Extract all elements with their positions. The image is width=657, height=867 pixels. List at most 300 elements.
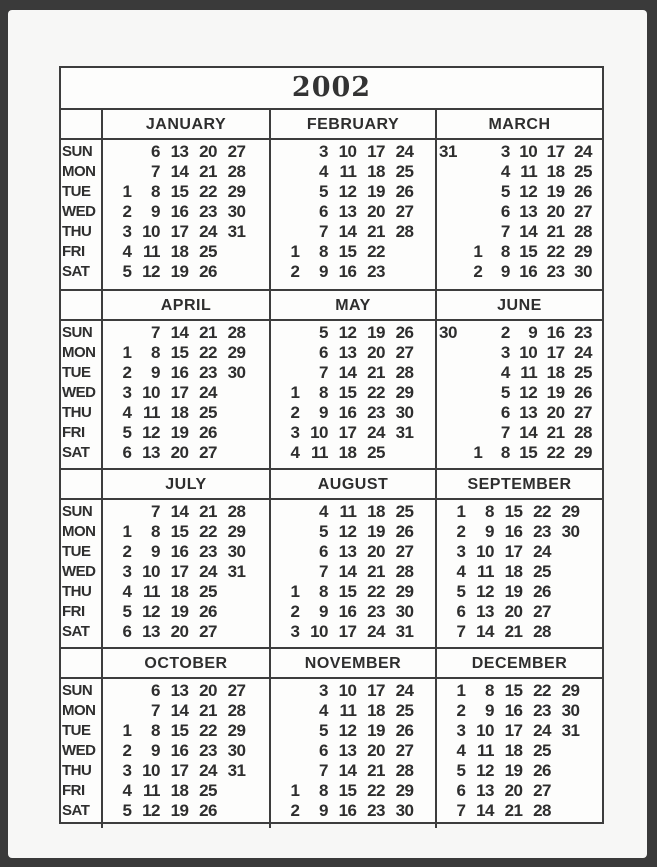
day-number: 21 [367,761,385,780]
day-number: 21 [199,323,217,342]
day-number: 9 [485,701,494,720]
day-number: 9 [151,542,160,561]
day-number: 25 [199,242,217,261]
day-number: 8 [319,781,328,800]
day-name: SUN [62,324,93,341]
day-number: 27 [574,202,592,221]
day-number: 19 [504,761,523,780]
day-number: 25 [199,781,217,800]
day-number: 8 [319,383,328,402]
day-number: 30 [561,522,580,541]
day-number: 28 [395,562,414,581]
day-number: 21 [504,801,523,820]
day-number: 6 [319,741,328,760]
day-number: 10 [142,562,160,581]
day-number: 1 [122,343,132,362]
day-number: 8 [500,443,510,462]
day-number: 28 [574,222,592,241]
day-name: SAT [62,263,90,280]
day-number: 26 [395,182,414,201]
month-days [103,679,269,821]
day-number: 7 [319,363,328,382]
day-number: 12 [142,801,160,820]
month-days [103,321,269,463]
day-number: 24 [199,222,217,241]
day-number: 28 [395,363,414,382]
day-number: 14 [170,502,189,521]
day-name-column [61,649,103,828]
day-number: 4 [290,443,300,462]
day-number: 13 [338,741,357,760]
day-number: 20 [170,443,189,462]
day-name: THU [62,583,92,600]
day-number: 4 [122,242,132,261]
day-number: 6 [456,781,466,800]
day-number: 20 [170,622,189,641]
overflow-day: 31 [439,142,457,161]
day-number: 15 [170,182,189,201]
month-days [437,679,602,821]
day-number: 5 [122,423,132,442]
day-number: 6 [122,622,132,641]
day-number: 19 [170,423,189,442]
day-number: 27 [227,142,246,161]
day-number: 27 [227,681,246,700]
day-number: 4 [319,502,328,521]
day-number: 29 [395,781,414,800]
day-name-column [61,470,103,649]
day-number: 16 [338,262,357,281]
day-number: 12 [142,423,160,442]
day-number: 20 [199,681,217,700]
day-name: WED [62,203,96,220]
day-number: 20 [199,142,217,161]
day-number: 4 [122,403,132,422]
day-number: 27 [395,741,414,760]
day-number: 10 [142,761,160,780]
month-may [271,291,437,470]
day-number: 19 [367,323,385,342]
day-number: 9 [319,602,328,621]
day-number: 11 [339,502,357,521]
day-number: 16 [519,262,538,281]
day-number: 11 [520,162,538,181]
day-number: 2 [456,701,466,720]
day-number: 11 [477,741,494,760]
day-number: 13 [476,602,494,621]
day-number: 11 [339,701,357,720]
day-number: 2 [473,262,483,281]
day-number: 25 [367,443,385,462]
day-number: 30 [574,262,592,281]
day-number: 20 [504,781,523,800]
day-number: 22 [533,681,551,700]
day-name: THU [62,223,92,240]
day-name: TUE [62,722,91,739]
month-days [271,679,435,821]
day-number: 16 [504,701,523,720]
day-number: 30 [227,741,246,760]
day-number: 9 [528,323,538,342]
day-number: 28 [533,622,551,641]
day-number: 12 [519,182,538,201]
day-number: 14 [519,222,538,241]
day-number: 2 [122,542,132,561]
day-number: 22 [533,502,551,521]
day-column-header [61,649,101,679]
day-number: 7 [319,761,328,780]
month-december [437,649,602,828]
day-number: 9 [151,202,160,221]
day-number: 17 [546,142,565,161]
month-april [103,291,271,470]
day-number: 18 [367,701,385,720]
day-number: 3 [319,681,328,700]
day-number: 10 [519,343,538,362]
day-number: 15 [519,242,538,261]
day-number: 16 [170,741,189,760]
day-number: 25 [395,701,414,720]
quarter-row [61,468,602,649]
day-number: 4 [456,562,466,581]
day-number: 28 [227,323,246,342]
day-number: 26 [199,801,217,820]
day-number: 31 [227,222,246,241]
day-name-column [61,110,103,289]
day-name: MON [62,344,96,361]
day-number: 19 [546,383,565,402]
day-number: 3 [500,343,510,362]
day-number: 22 [367,781,385,800]
day-number: 27 [533,602,551,621]
month-name: JANUARY [103,110,269,140]
day-number: 1 [473,242,483,261]
day-number: 15 [170,721,189,740]
day-number: 11 [477,562,494,581]
day-number: 13 [338,542,357,561]
day-number: 13 [519,202,538,221]
month-name: MAY [271,291,435,321]
day-number: 15 [170,343,189,362]
day-number: 8 [151,182,160,201]
day-number: 15 [519,443,538,462]
day-number: 14 [476,801,494,820]
day-number: 8 [485,681,494,700]
day-number: 20 [546,202,565,221]
day-name: MON [62,523,96,540]
day-number: 24 [199,383,217,402]
day-number: 5 [456,582,466,601]
day-number: 9 [319,262,328,281]
day-number: 28 [574,423,592,442]
day-number: 24 [533,721,551,740]
day-number: 3 [456,542,466,561]
day-number: 26 [533,582,551,601]
day-number: 5 [500,182,510,201]
day-number: 19 [170,602,189,621]
day-number: 8 [319,582,328,601]
quarter-row [61,110,602,289]
day-number: 25 [533,741,551,760]
day-number: 6 [151,142,160,161]
day-number: 5 [500,383,510,402]
day-number: 5 [319,323,328,342]
day-number: 2 [290,602,300,621]
day-number: 10 [338,142,357,161]
day-number: 19 [504,582,523,601]
day-number: 14 [338,562,357,581]
month-name: OCTOBER [103,649,269,679]
day-number: 17 [338,622,357,641]
day-number: 19 [170,801,189,820]
day-number: 10 [310,622,328,641]
day-number: 7 [151,502,160,521]
day-number: 14 [338,761,357,780]
day-number: 14 [170,323,189,342]
day-number: 30 [561,701,580,720]
month-name: AUGUST [271,470,435,500]
day-number: 31 [395,622,414,641]
day-number: 9 [319,403,328,422]
month-june [437,291,602,470]
day-name: FRI [62,243,85,260]
month-january [103,110,271,289]
day-number: 10 [142,222,160,241]
day-number: 20 [504,602,523,621]
day-number: 12 [142,602,160,621]
month-july [103,470,271,649]
day-number: 17 [338,423,357,442]
day-number: 11 [143,582,160,601]
day-number: 31 [227,761,246,780]
day-number: 23 [367,801,385,820]
day-number: 11 [143,403,160,422]
day-number: 16 [170,363,189,382]
day-number: 24 [574,142,592,161]
day-number: 24 [367,622,385,641]
day-number: 12 [338,323,357,342]
day-number: 25 [199,403,217,422]
quarter-row [61,647,602,828]
day-number: 25 [395,162,414,181]
month-october [103,649,271,828]
day-number: 1 [290,383,300,402]
day-number: 20 [367,542,385,561]
day-number: 18 [367,502,385,521]
day-number: 9 [485,522,494,541]
day-number: 2 [122,202,132,221]
day-number: 29 [227,721,246,740]
day-number: 6 [151,681,160,700]
day-number: 31 [561,721,580,740]
day-number: 28 [395,761,414,780]
month-name: SEPTEMBER [437,470,602,500]
day-number: 24 [395,681,414,700]
day-number: 17 [170,222,189,241]
day-number: 29 [574,443,592,462]
month-days [271,500,435,642]
day-number: 6 [500,202,510,221]
day-number: 24 [199,761,217,780]
day-number: 7 [151,162,160,181]
day-number: 31 [395,423,414,442]
day-number: 18 [504,741,523,760]
day-number: 27 [533,781,551,800]
day-number: 4 [456,741,466,760]
day-number: 15 [504,502,523,521]
day-number: 3 [500,142,510,161]
day-number: 17 [504,721,523,740]
day-name: WED [62,384,96,401]
day-number: 25 [395,502,414,521]
day-number: 25 [199,582,217,601]
day-number: 3 [319,142,328,161]
day-number: 12 [519,383,538,402]
day-number: 13 [170,681,189,700]
day-name: MON [62,163,96,180]
day-name: FRI [62,424,85,441]
day-number: 10 [519,142,538,161]
day-number: 6 [319,542,328,561]
day-number: 20 [367,741,385,760]
day-number: 26 [395,323,414,342]
day-number: 2 [456,522,466,541]
day-number: 1 [290,242,300,261]
day-number: 6 [456,602,466,621]
day-number: 1 [473,443,483,462]
day-number: 27 [395,542,414,561]
day-number: 7 [319,562,328,581]
day-number: 16 [338,403,357,422]
month-name: JUNE [437,291,602,321]
day-number: 23 [367,602,385,621]
day-number: 21 [546,423,565,442]
day-number: 15 [170,522,189,541]
day-number: 13 [338,343,357,362]
day-number: 26 [574,182,592,201]
quarter-row [61,289,602,470]
day-number: 3 [290,622,300,641]
day-number: 16 [546,323,565,342]
day-number: 22 [199,721,217,740]
day-number: 2 [122,741,132,760]
calendar-grid [59,66,604,824]
day-number: 17 [170,383,189,402]
month-days [437,140,602,282]
month-march [437,110,602,289]
day-number: 23 [546,262,565,281]
day-number: 16 [170,202,189,221]
day-number: 18 [170,781,189,800]
day-number: 12 [476,582,494,601]
day-number: 15 [338,383,357,402]
day-number: 2 [122,363,132,382]
day-number: 23 [199,202,217,221]
day-number: 5 [319,522,328,541]
month-name: NOVEMBER [271,649,435,679]
day-name: TUE [62,364,91,381]
month-days [437,500,602,642]
day-name: SAT [62,623,90,640]
day-number: 21 [546,222,565,241]
day-number: 27 [199,443,217,462]
day-number: 18 [504,562,523,581]
day-number: 8 [151,522,160,541]
day-number: 22 [367,582,385,601]
day-column-header [61,470,101,500]
month-days [437,321,602,463]
month-name: FEBRUARY [271,110,435,140]
month-september [437,470,602,649]
day-number: 28 [227,502,246,521]
day-number: 18 [170,242,189,261]
day-name: WED [62,742,96,759]
day-name: SUN [62,503,93,520]
day-number: 6 [500,403,510,422]
day-name: FRI [62,603,85,620]
day-number: 7 [500,423,510,442]
day-number: 4 [122,582,132,601]
day-name: SUN [62,143,93,160]
day-number: 24 [367,423,385,442]
overflow-day: 30 [439,323,457,342]
day-number: 28 [395,222,414,241]
day-number: 19 [170,262,189,281]
day-number: 1 [456,681,466,700]
day-number: 12 [338,721,357,740]
day-number: 18 [546,363,565,382]
day-number: 21 [367,363,385,382]
day-column-header [61,110,101,140]
month-november [271,649,437,828]
day-name: TUE [62,543,91,560]
day-number: 2 [290,262,300,281]
day-number: 3 [122,761,132,780]
day-number: 25 [574,363,592,382]
day-number: 14 [338,222,357,241]
day-number: 21 [199,701,217,720]
year-title: 2002 [61,68,602,110]
day-number: 23 [533,701,551,720]
day-number: 17 [170,562,189,581]
month-name: MARCH [437,110,602,140]
day-name: THU [62,404,92,421]
day-number: 12 [338,182,357,201]
day-number: 30 [395,801,414,820]
day-name: WED [62,563,96,580]
day-number: 12 [476,761,494,780]
day-number: 17 [546,343,565,362]
day-number: 16 [338,801,357,820]
day-number: 16 [170,542,189,561]
day-number: 21 [199,162,217,181]
day-number: 18 [170,582,189,601]
day-number: 5 [122,801,132,820]
calendar-card [8,10,647,858]
day-number: 23 [367,262,385,281]
day-number: 20 [546,403,565,422]
day-number: 26 [533,761,551,780]
day-name: SUN [62,682,93,699]
day-number: 26 [574,383,592,402]
month-august [271,470,437,649]
day-number: 24 [395,142,414,161]
day-number: 10 [476,542,494,561]
day-number: 13 [476,781,494,800]
day-number: 28 [227,162,246,181]
day-number: 29 [574,242,592,261]
day-number: 18 [546,162,565,181]
